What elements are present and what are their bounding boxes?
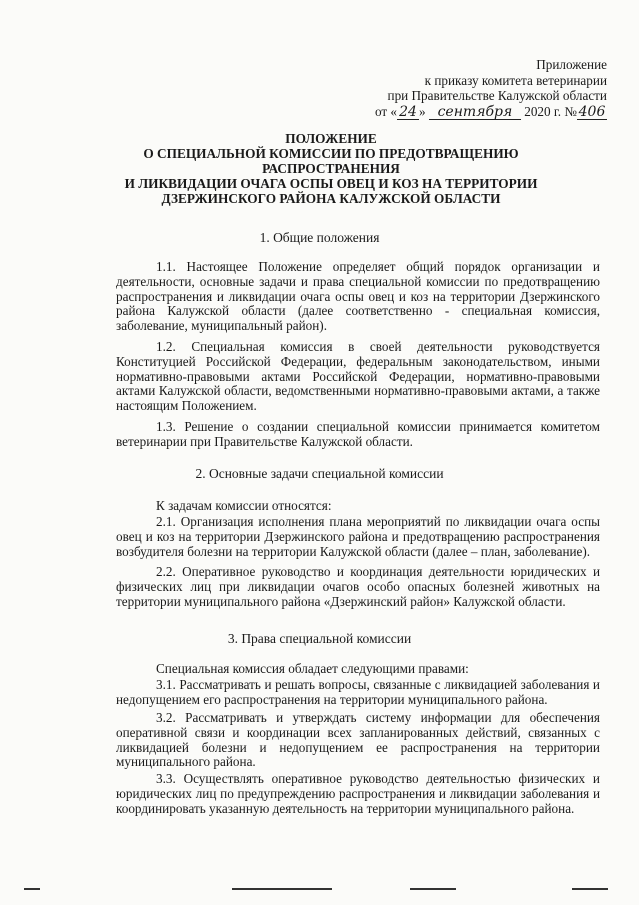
paragraph-3-2: 3.2. Рассматривать и утверждать систему информации для обеспечения оперативной связи и координации всех запланированных действий, связанных с ликвидацией болезни и недопущением ее распространения на территории муниципального района. xyxy=(116,710,600,770)
section-heading-1: 1. Общие положения xyxy=(259,230,380,245)
paragraph-2-2: 2.2. Оперативное руководство и координация деятельности юридических и физических лиц при ликвидации очагов особо опасных болезней животных на территории муниципального района «Дзержинский район» Калужской области. xyxy=(116,564,600,609)
appendix-date-line xyxy=(375,104,607,120)
paragraph-1-2: 1.2. Специальная комиссия в своей деятельности руководствуется Конституцией Российской Федерации, федеральным законодательством, иными нормативно-правовыми актами Российской Федерации, нормативно-правовыми актами Калужской области, ведомственными нормативно-правовыми актами, а также настоящим Положением. xyxy=(116,339,600,414)
paragraph-2-1: 2.1. Организация исполнения плана мероприятий по ликвидации очага оспы овец и коз на территории Дзержинского района и предотвращению распространения возбудителя болезни на территории Калужской области (далее – план, заболевание). xyxy=(116,514,600,559)
section-heading-2: 2. Основные задачи специальной комиссии xyxy=(195,466,444,481)
date-day: 24 xyxy=(397,106,419,120)
scan-mark xyxy=(24,888,40,890)
scan-mark xyxy=(232,888,332,890)
title-line-4: И ЛИКВИДАЦИИ ОЧАГА ОСПЫ ОВЕЦ И КОЗ НА ТЕРРИТОРИИ xyxy=(124,176,538,191)
appendix-line-1: Приложение xyxy=(536,57,607,72)
appendix-line-2: к приказу комитета ветеринарии xyxy=(424,72,607,88)
paragraph-1-1: 1.1. Настоящее Положение определяет общий порядок организации и деятельности, основные задачи и права специальной комиссии по предотвращению распространения и ликвидации очага оспы овец и коз на территории Дзержинского района Калужской области (далее соответственно - специальная комиссия, заболевание, муниципальный район). xyxy=(116,259,600,334)
scan-mark xyxy=(410,888,456,890)
date-prefix: от « xyxy=(374,103,398,119)
section-heading-3: 3. Права специальной комиссии xyxy=(227,631,412,646)
appendix-header xyxy=(375,57,607,120)
paragraph-1-3: 1.3. Решение о создании специальной комиссии принимается комитетом ветеринарии при Правительстве Калужской области. xyxy=(116,419,600,449)
title-line-1: ПОЛОЖЕНИЕ xyxy=(285,131,377,146)
paragraph-3-intro: Специальная комиссия обладает следующими правами: xyxy=(156,661,469,676)
paragraph-3-1: 3.1. Рассматривать и решать вопросы, связанные с ликвидацией заболевания и недопущением его распространения на территории муниципального района. xyxy=(116,677,600,707)
scan-mark xyxy=(572,888,608,890)
title-line-2: О СПЕЦИАЛЬНОЙ КОМИССИИ ПО ПРЕДОТВРАЩЕНИЮ xyxy=(143,146,519,161)
date-mid: » xyxy=(419,103,426,119)
date-month: сентября xyxy=(429,106,521,120)
order-number: 406 xyxy=(578,103,606,120)
paragraph-2-intro: К задачам комиссии относятся: xyxy=(156,498,332,513)
appendix-line-3: при Правительстве Калужской области xyxy=(387,88,607,104)
title-line-3: РАСПРОСТРАНЕНИЯ xyxy=(262,161,400,176)
document-title xyxy=(96,131,566,206)
title-line-5: ДЗЕРЖИНСКОГО РАЙОНА КАЛУЖСКОЙ ОБЛАСТИ xyxy=(161,191,501,206)
date-year: 2020 г. № xyxy=(524,103,577,119)
scan-edge-marks xyxy=(0,888,639,894)
paragraph-3-3: 3.3. Осуществлять оперативное руководство деятельностью физических и юридических лиц по предупреждению распространения и ликвидации заболевания и координировать указанную деятельность на территории муниципального района. xyxy=(116,771,600,816)
